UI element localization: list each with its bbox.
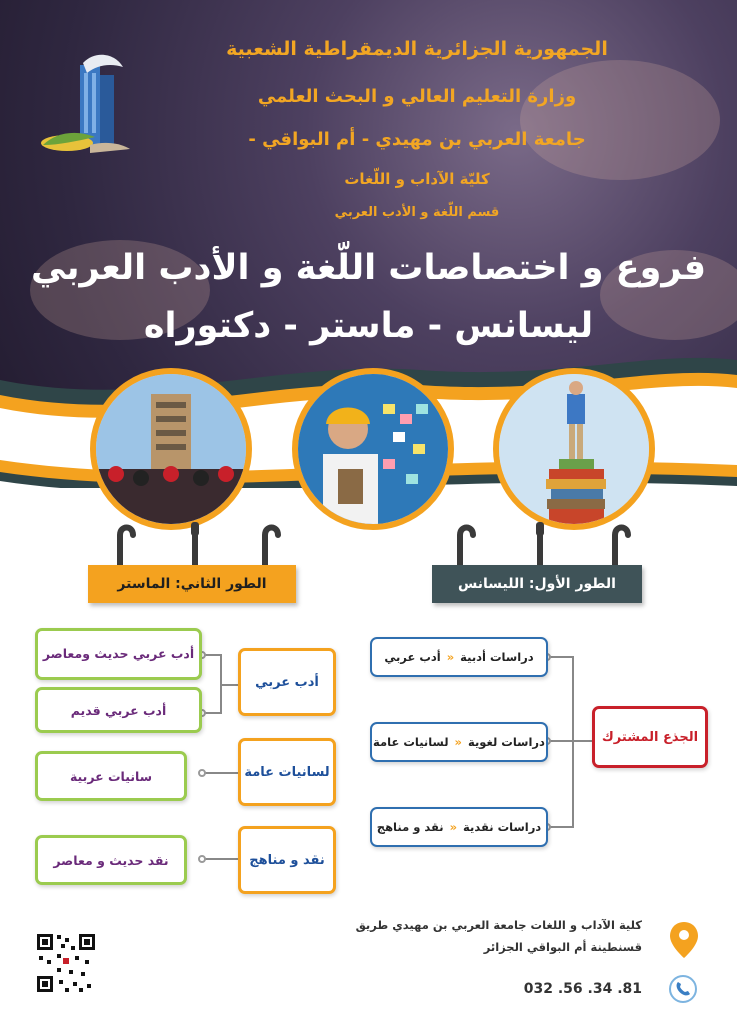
cycle-master-label: الطور الثاني: الماستر [88, 565, 296, 603]
master-option-modern-criticism: نقد حديث و معاصر [35, 835, 187, 885]
licence-branch-linguistic [370, 722, 548, 762]
header-faculty: كليّة الآداب و اللّغات [344, 170, 490, 188]
address-line-2: قسنطينة أم البواقي الجزائر [483, 940, 642, 954]
master-group-criticism: نقد و مناهج [238, 826, 336, 894]
master-option-classical-literature: أدب عربي قديم [35, 687, 202, 733]
licence-spec-critical: نقد و مناهج [376, 820, 444, 834]
cycle-licence-label: الطور الأول: الليسانس [432, 565, 642, 603]
licence-spec-literary: أدب عربي [384, 650, 441, 664]
sub-title: ليسانس - ماستر - دكتوراه [143, 306, 594, 346]
student-photo [292, 368, 454, 530]
double-chevron-left-icon: « [454, 735, 462, 749]
hanger-hooks-left-icon [105, 520, 285, 570]
master-group-arabic-literature: أدب عربي [238, 648, 336, 716]
qr-code-icon [35, 932, 97, 994]
master-group-general-linguistics: لسانيات عامة [238, 738, 336, 806]
phone-icon [668, 974, 698, 1004]
header-ministry: وزارة التعليم العالي و البحث العلمي [257, 86, 577, 107]
books-photo [493, 368, 655, 530]
header-republic: الجمهورية الجزائرية الديمقراطية الشعبية [226, 38, 608, 60]
master-option-modern-literature: أدب عربي حديث ومعاصر [35, 628, 202, 680]
master-option-arabic-linguistics: سانيات عربية [35, 751, 187, 801]
common-core-box: الجذع المشترك [592, 706, 708, 768]
licence-field-literary: دراسات أدبية [460, 650, 534, 664]
header-department: قسم اللّغة و الأدب العربي [334, 205, 500, 220]
licence-field-linguistic: دراسات لغوية [467, 735, 545, 749]
hanger-hooks-right-icon [445, 520, 635, 570]
location-pin-icon [668, 920, 700, 960]
phone-number: 032 .56 .34 .81 [523, 981, 642, 997]
header-university: جامعة العربي بن مهيدي - أم البواقي - [248, 129, 586, 150]
graduation-photo [90, 368, 252, 530]
licence-branch-literary [370, 637, 548, 677]
double-chevron-left-icon: « [446, 650, 455, 664]
address-line-1: كلية الآداب و اللغات جامعة العربي بن مهيدي طريق [355, 918, 642, 932]
licence-branch-critical [370, 807, 548, 847]
licence-spec-linguistic: لسانيات عامة [373, 735, 449, 749]
double-chevron-left-icon: « [449, 820, 458, 834]
licence-field-critical: دراسات نقدية [463, 820, 542, 834]
main-title: فروع و اختصاصات اللّغة و الأدب العربي [30, 248, 707, 288]
university-logo-icon [35, 45, 135, 165]
